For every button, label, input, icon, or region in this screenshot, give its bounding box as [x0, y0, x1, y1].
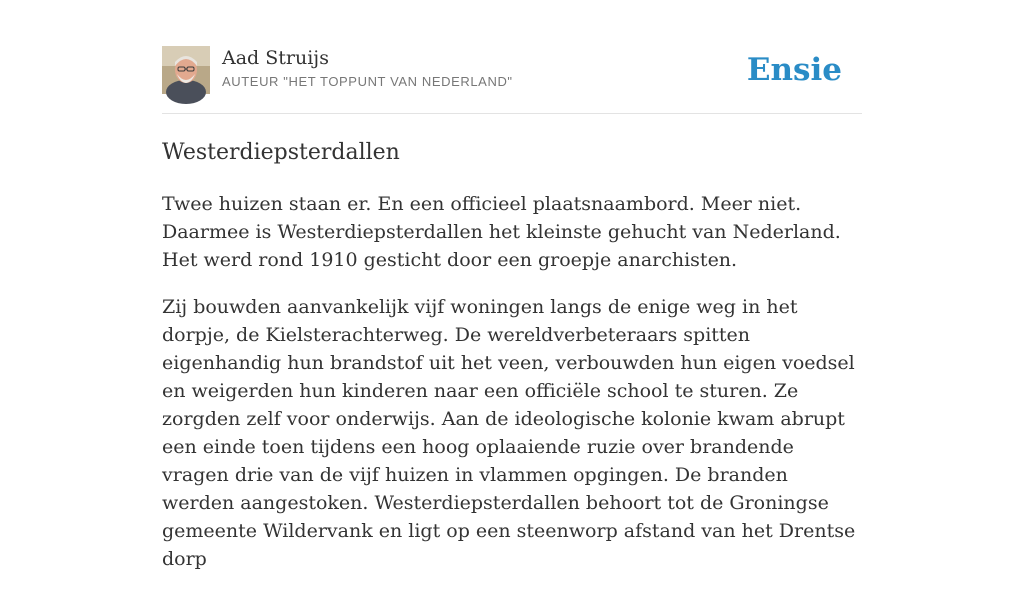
author-header	[162, 46, 862, 96]
ensie-logo[interactable]: Ensie	[746, 52, 842, 88]
header-divider	[162, 113, 862, 114]
article-paragraph: Twee huizen staan er. En een officieel plaatsnaambord. Meer niet. Daarmee is Westerdiepsterdallen het kleinste gehucht van Nederland. Het werd rond 1910 gesticht door een groepje anarchisten.	[162, 193, 841, 271]
article-paragraph: Zij bouwden aanvankelijk vijf woningen langs de enige weg in het dorpje, de Kielsterachterweg. De wereldverbeteraars spitten eigenhandig hun brandstof uit het veen, verbouwden hun eigen voedsel en weigerden hun kinderen naar een officiële school te sturen. Ze zorgden zelf voor onderwijs. Aan de ideologische kolonie kwam abrupt een einde toen tijdens een hoog oplaaiende ruzie over brandende vragen drie van de vijf huizen in vlammen opgingen. De branden werden aangestoken. Westerdiepsterdallen behoort tot de Groningse gemeente Wildervank en ligt op een steenworp afstand van het Drentse dorp	[162, 296, 856, 570]
article-title: Westerdiepsterdallen	[162, 140, 400, 165]
author-avatar[interactable]	[162, 46, 210, 94]
article-body	[162, 190, 862, 592]
author-subtitle: AUTEUR "HET TOPPUNT VAN NEDERLAND"	[222, 74, 513, 89]
author-name[interactable]: Aad Struijs	[222, 47, 329, 69]
avatar-portrait-image	[162, 46, 210, 94]
